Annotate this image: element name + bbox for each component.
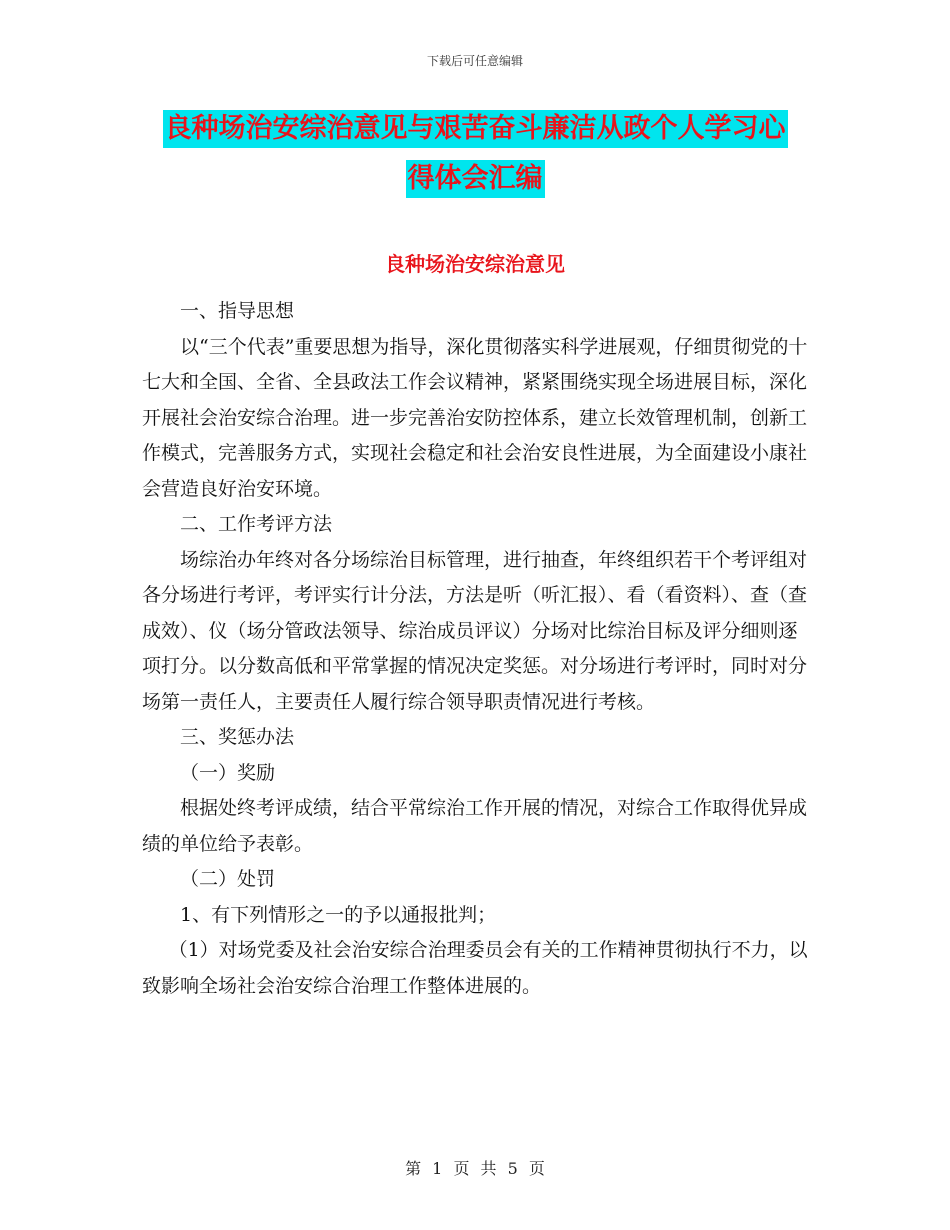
heading-guiding-ideology: 一、指导思想 [180,300,295,322]
document-body [142,294,810,1004]
title-line-1: 良种场治安综治意见与艰苦奋斗廉洁从政个人学习心 [163,110,788,148]
subheading-reward: （一）奖励 [180,761,276,784]
heading-reward-punishment: 三、奖惩办法 [180,726,295,748]
heading-evaluation-method: 二、工作考评方法 [180,513,333,535]
paragraph-punishment-1-1: （1）对场党委及社会治安综合治理委员会有关的工作精神贯彻执行不力，以致影响全场社会治安综合治理工作整体进展的。 [142,939,808,997]
section-title: 良种场治安综治意见 [385,252,565,276]
paragraph-guiding-ideology: 以“三个代表”重要思想为指导，深化贯彻落实科学进展观，仔细贯彻党的十七大和全国、全省、全县政法工作会议精神，紧紧围绕实现全场进展目标，深化开展社会治安综合治理。进一步完善治安防控体系，建立长效管理机制，创新工作模式，完善服务方式，实现社会稳定和社会治安良性进展，为全面建设小康社会营造良好治安环境。 [142,335,808,500]
page-number: 第 1 页 共 5 页 [405,1159,545,1178]
subheading-punishment: （二）处罚 [180,868,276,890]
title-line-2: 得体会汇编 [406,160,545,198]
paragraph-punishment-1: 1、有下列情形之一的予以通报批判； [180,903,497,926]
page-header-note: 下载后可任意编辑 [426,54,523,68]
paragraph-evaluation-method: 场综治办年终对各分场综治目标管理，进行抽查，年终组织若干个考评组对各分场进行考评，考评实行计分法，方法是听（听汇报）、看（看资料）、查（查成效）、仪（场分管政法领导、综治成员评议）分场对比综治目标及评分细则逐项打分。以分数高低和平常掌握的情况决定奖惩。对分场进行考评时，同时对分场第一责任人，主要责任人履行综合领导职责情况进行考核。 [142,548,808,713]
paragraph-reward: 根据处终考评成绩，结合平常综治工作开展的情况，对综合工作取得优异成绩的单位给予表彰。 [142,797,808,855]
document-title [140,110,810,210]
